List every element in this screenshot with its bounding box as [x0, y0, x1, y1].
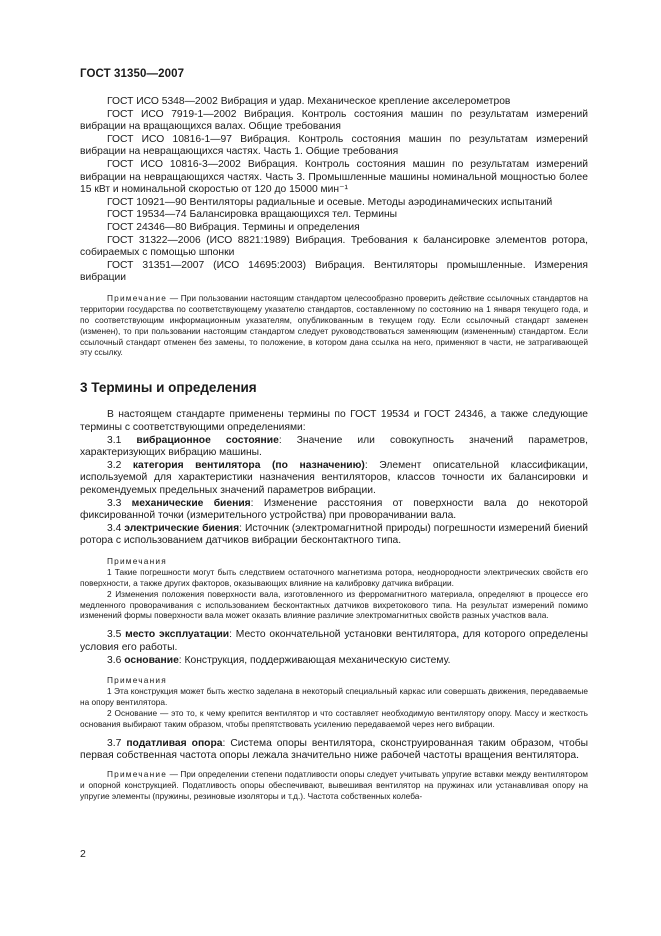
term-name: податливая опора: [126, 737, 223, 749]
reference-item: ГОСТ ИСО 10816-1—97 Вибрация. Контроль состояния машин по результатам измерений вибрации на невращающихся частях. Часть 1. Общие требования: [80, 133, 588, 158]
section-intro: В настоящем стандарте применены термины по ГОСТ 19534 и ГОСТ 24346, а также следующие термины с соответствующими определениями:: [80, 409, 588, 433]
term-name: место эксплуатации: [125, 629, 230, 641]
note-label: Примечание: [107, 768, 168, 779]
term-3-6: [80, 655, 588, 668]
term-definition: : Место окончательной установки вентилятора, для которого определены условия его работы.: [80, 629, 588, 653]
term-name: электрические биения: [124, 522, 240, 534]
page-header: ГОСТ 31350—2007: [80, 68, 185, 80]
note-label: Примечание: [107, 292, 168, 303]
term-number: 3.1: [107, 434, 122, 446]
term-name: основание: [124, 654, 179, 666]
note-item: 1 Эта конструкция может быть жестко заделана в некоторый специальный каркас или совершать движения, передаваемые на опору вентилятора.: [80, 686, 588, 707]
note-item: 2 Основание — это то, к чему крепится вентилятор и что составляет необходимую вентилятору опору. Массу и жесткость основания выбирают таким образом, чтобы препятствовать усилению передаваемой через него вибрации.: [80, 707, 588, 729]
normative-references-list: [80, 96, 588, 285]
term-number: 3.5: [107, 629, 122, 641]
reference-item: ГОСТ 31351—2007 (ИСО 14695:2003) Вибрация. Вентиляторы промышленные. Измерения вибрации: [80, 259, 588, 284]
section-title: 3 Термины и определения: [80, 380, 257, 396]
reference-item: ГОСТ ИСО 5348—2002 Вибрация и удар. Механическое крепление акселерометров: [107, 96, 511, 107]
term-3-1: [80, 435, 588, 460]
term-number: 3.7: [107, 737, 122, 749]
note-support: [80, 769, 588, 802]
note-text: — При пользовании настоящим стандартом целесообразно проверить действие ссылочных стандартов на территории государства по соответствующему указателю стандартов, составленному по состоянию на 1 января текущего года, и по соответствующим информационным указателям, опубликованным в текущем году. Если ссылочный стандарт заменен (изменен), то при пользовании настоящим стандартом следует руководствоваться заменяющим (измененным) стандартом. Если ссылочный стандарт отменен без замены, то положение, в котором дана ссылка на него, применяют в части, не затрагивающей эту ссылку.: [80, 292, 589, 358]
term-number: 3.2: [107, 459, 122, 471]
note-references: [80, 293, 588, 358]
term-definition: : Элемент описательной классификации, используемой для характеристики назначения вентиляторов, классов точности их балансировки и рекомендуемых предельных значений параметров вибрации.: [80, 459, 588, 496]
reference-item: ГОСТ 19534—74 Балансировка вращающихся тел. Термины: [107, 209, 398, 221]
notes-label: Примечания: [107, 675, 167, 686]
term-3-5: [80, 629, 588, 654]
page-content: [80, 96, 588, 802]
term-definition: : Источник (электромагнитной природы) погрешности измерений биений ротора с использованием датчиков вибрации бесконтактного типа.: [80, 522, 588, 547]
term-name: механические биения: [131, 497, 251, 509]
reference-item: ГОСТ 24346—80 Вибрация. Термины и определения: [107, 221, 360, 233]
term-name: вибрационное состояние: [136, 434, 279, 446]
term-name: категория вентилятора (по назначению): [132, 459, 365, 471]
notes-label: Примечания: [107, 555, 167, 566]
term-number: 3.6: [107, 654, 122, 666]
note-text: — При определении степени податливости опоры следует учитывать упругие вставки между вентилятором и опорной конструкцией. Податливость опоры обеспечивают, вывешивая вентилятор на пружинах или устанавливая опору на упругие элементы (пружины, резиновые изоляторы и т.д.). Частота собственных колеба-: [80, 768, 589, 801]
reference-item: ГОСТ ИСО 10816-3—2002 Вибрация. Контроль состояния машин по результатам измерений вибрации на невращающихся частях. Часть 3. Промышленные машины номинальной мощностью более 15 кВт и номинальной скоростью от 120 до 15000 мин⁻¹: [80, 158, 588, 196]
term-definition: : Изменение расстояния от поверхности вала до некоторой фиксированной точки (измерительного устройства) при проворачивании вала.: [80, 497, 588, 522]
term-3-2: [80, 460, 588, 498]
reference-item: ГОСТ ИСО 7919-1—2002 Вибрация. Контроль состояния машин по результатам измерений вибрации на вращающихся валах. Общие требования: [80, 108, 588, 133]
term-definition: : Система опоры вентилятора, сконструированная таким образом, чтобы первая собственная частота опоры лежала значительно ниже рабочей частоты вращения вентилятора.: [80, 737, 588, 762]
term-3-7: [80, 738, 588, 763]
term-definition: : Значение или совокупность значений параметров, характеризующих вибрацию машины.: [80, 434, 588, 459]
note-item: 1 Такие погрешности могут быть следствием остаточного магнетизма ротора, неоднородности электрических свойств его поверхности, а также других факторов, оказывающих влияние на калибровку датчика вибрации.: [80, 566, 588, 588]
reference-item: ГОСТ 10921—90 Вентиляторы радиальные и осевые. Методы аэродинамических испытаний: [107, 196, 553, 208]
term-definition: : Конструкция, поддерживающая механическую систему.: [178, 654, 451, 666]
term-3-3: [80, 498, 588, 523]
page-number: 2: [80, 848, 86, 860]
term-number: 3.4: [107, 522, 122, 534]
reference-item: ГОСТ 31322—2006 (ИСО 8821:1989) Вибрация. Требования к балансировке элементов ротора, собираемых с помощью шпонки: [80, 234, 588, 259]
term-number: 3.3: [107, 497, 122, 509]
note-item: 2 Изменения положения поверхности вала, изготовленного из ферромагнитного материала, определяют в процессе его медленного проворачивания с использованием бесконтактных датчиков вихретокового типа. На результат измерений помимо изменений формы поверхности вала может оказать влияние различие электромагнитных свойств разных участков вала.: [80, 588, 588, 621]
term-3-4: [80, 523, 588, 548]
